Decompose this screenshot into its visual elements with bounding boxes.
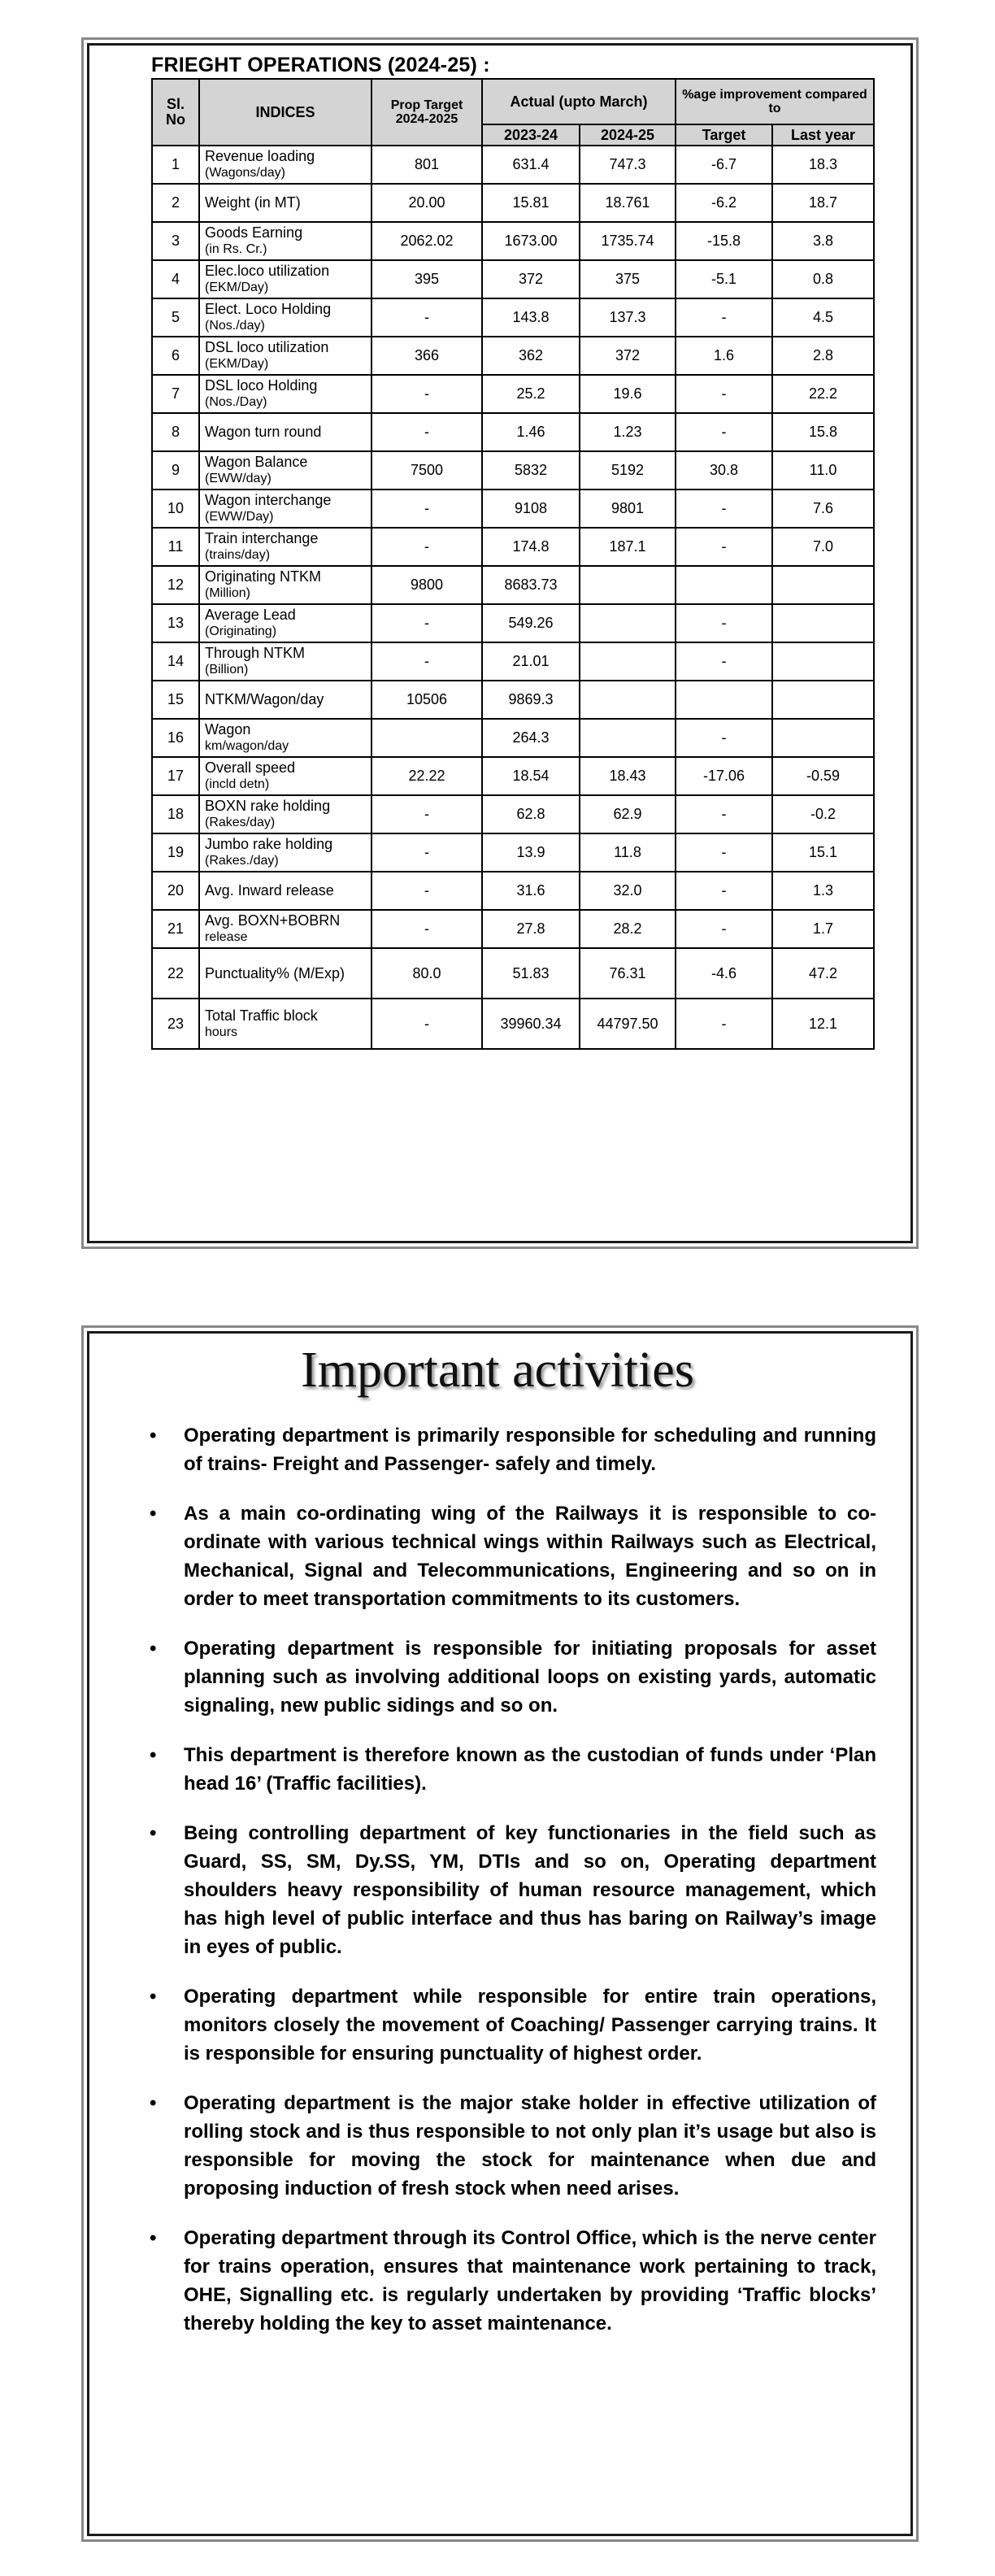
activities-list bbox=[148, 1421, 876, 2359]
actual-2024-25-cell: 18.43 bbox=[580, 757, 676, 795]
indices-cell bbox=[199, 604, 371, 642]
indices-cell bbox=[199, 566, 371, 604]
activity-text: As a main co-ordinating wing of the Railways it is responsible to co-ordinate with various technical wings within Railways such as Electrical, Mechanical, Signal and Telecommunications, Engineering and so on in order to meet transportation commitments to its customers. bbox=[184, 1503, 876, 1610]
improvement-last-year-cell: 0.8 bbox=[772, 260, 874, 298]
list-item bbox=[148, 2224, 876, 2338]
activity-text: Being controlling department of key functionaries in the field such as Guard, SS, SM, Dy.SS, YM, DTIs and so on, Operating department shoulders heavy responsibility of human resource management, which has high level of public interface and thus has baring on Railway’s image in eyes of public. bbox=[184, 1822, 876, 1958]
sl-no-cell: 7 bbox=[152, 375, 199, 413]
prop-target-cell: - bbox=[371, 413, 482, 451]
indices-name: Jumbo rake holding bbox=[205, 836, 333, 852]
table-row bbox=[152, 375, 874, 413]
indices-unit: hours bbox=[205, 1025, 238, 1039]
improvement-last-year-cell: 4.5 bbox=[772, 298, 874, 337]
indices-cell bbox=[199, 757, 371, 795]
activity-text: Operating department through its Control Office, which is the nerve center for trains operation, ensures that maintenance work pertaining to track, OHE, Signalling etc. is regularly undertaken by providing ‘Traffic blocks’ thereby holding the key to asset maintenance. bbox=[184, 2227, 876, 2334]
list-item bbox=[148, 1634, 876, 1720]
prop-target-cell: 2062.02 bbox=[371, 222, 482, 260]
bullet-icon: • bbox=[150, 1425, 157, 1447]
sl-no-cell: 6 bbox=[152, 337, 199, 375]
indices-name: Wagon bbox=[205, 721, 251, 738]
header-prop-target: Prop Target 2024-2025 bbox=[371, 79, 482, 146]
actual-2023-24-cell: 174.8 bbox=[482, 528, 580, 566]
indices-cell bbox=[199, 719, 371, 757]
indices-cell bbox=[199, 490, 371, 528]
indices-cell bbox=[199, 298, 371, 337]
indices-name: Through NTKM bbox=[205, 645, 306, 661]
improvement-target-cell: -6.2 bbox=[676, 184, 772, 222]
table-row bbox=[152, 146, 874, 184]
actual-2024-25-cell: 44797.50 bbox=[580, 999, 676, 1049]
improvement-target-cell: - bbox=[676, 642, 772, 681]
actual-2023-24-cell: 631.4 bbox=[482, 146, 580, 184]
indices-name: Punctuality% (M/Exp) bbox=[205, 964, 345, 981]
actual-2023-24-cell: 15.81 bbox=[482, 184, 580, 222]
actual-2024-25-cell: 76.31 bbox=[580, 948, 676, 999]
improvement-target-cell: 30.8 bbox=[676, 451, 772, 490]
prop-target-cell: 22.22 bbox=[371, 757, 482, 795]
sl-no-cell: 3 bbox=[152, 222, 199, 260]
prop-target-cell: - bbox=[371, 833, 482, 872]
actual-2023-24-cell: 9108 bbox=[482, 490, 580, 528]
indices-name: BOXN rake holding bbox=[205, 798, 331, 814]
prop-target-cell: - bbox=[371, 795, 482, 833]
indices-unit: (Nos./Day) bbox=[205, 395, 267, 409]
actual-2023-24-cell: 62.8 bbox=[482, 795, 580, 833]
bullet-icon: • bbox=[150, 1822, 157, 1844]
improvement-target-cell: -4.6 bbox=[676, 948, 772, 999]
indices-name: DSL loco Holding bbox=[205, 377, 318, 394]
actual-2023-24-cell: 51.83 bbox=[482, 948, 580, 999]
improvement-target-cell: - bbox=[676, 298, 772, 337]
improvement-last-year-cell: 18.7 bbox=[772, 184, 874, 222]
indices-name: Revenue loading bbox=[205, 148, 315, 164]
table-row bbox=[152, 528, 874, 566]
improvement-last-year-cell: 11.0 bbox=[772, 451, 874, 490]
indices-cell bbox=[199, 375, 371, 413]
indices-name: Avg. BOXN+BOBRN bbox=[205, 912, 341, 929]
indices-cell bbox=[199, 872, 371, 910]
sl-no-cell: 19 bbox=[152, 833, 199, 872]
actual-2024-25-cell bbox=[580, 566, 676, 604]
improvement-target-cell: - bbox=[676, 375, 772, 413]
sl-no-cell: 22 bbox=[152, 948, 199, 999]
actual-2024-25-cell: 137.3 bbox=[580, 298, 676, 337]
indices-name: Elect. Loco Holding bbox=[205, 301, 332, 317]
sl-no-cell: 18 bbox=[152, 795, 199, 833]
actual-2024-25-cell: 372 bbox=[580, 337, 676, 375]
header-indices: INDICES bbox=[199, 79, 371, 146]
actual-2024-25-cell: 28.2 bbox=[580, 910, 676, 948]
table-row bbox=[152, 910, 874, 948]
indices-name: Wagon Balance bbox=[205, 454, 308, 470]
improvement-target-cell: - bbox=[676, 999, 772, 1049]
improvement-target-cell: - bbox=[676, 490, 772, 528]
indices-name: Train interchange bbox=[205, 530, 319, 546]
actual-2024-25-cell: 62.9 bbox=[580, 795, 676, 833]
header-target: Target bbox=[676, 124, 772, 146]
prop-target-cell: 366 bbox=[371, 337, 482, 375]
actual-2023-24-cell: 8683.73 bbox=[482, 566, 580, 604]
list-item bbox=[148, 1741, 876, 1798]
activity-text: Operating department is the major stake holder in effective utilization of rolling stock and is thus responsible to not only plan it’s usage but also is responsible for moving the stock for maintenance when due and proposing induction of fresh stock when need arises. bbox=[184, 2092, 876, 2200]
header-actual: Actual (upto March) bbox=[482, 79, 676, 124]
bullet-icon: • bbox=[150, 2227, 157, 2249]
header-2024-25: 2024-25 bbox=[580, 124, 676, 146]
indices-cell bbox=[199, 833, 371, 872]
improvement-target-cell bbox=[676, 566, 772, 604]
prop-target-cell: - bbox=[371, 910, 482, 948]
indices-unit: (Rakes./day) bbox=[205, 854, 279, 868]
sl-no-cell: 23 bbox=[152, 999, 199, 1049]
indices-cell bbox=[199, 184, 371, 222]
header-2023-24: 2023-24 bbox=[482, 124, 580, 146]
actual-2024-25-cell bbox=[580, 719, 676, 757]
header-last-year: Last year bbox=[772, 124, 874, 146]
indices-unit: (trains/day) bbox=[205, 548, 271, 562]
indices-name: NTKM/Wagon/day bbox=[205, 691, 324, 707]
actual-2024-25-cell: 747.3 bbox=[580, 146, 676, 184]
freight-table-body bbox=[152, 146, 874, 1049]
indices-cell bbox=[199, 681, 371, 719]
improvement-target-cell: - bbox=[676, 719, 772, 757]
header-sl-no: Sl. No bbox=[152, 79, 199, 146]
sl-no-cell: 11 bbox=[152, 528, 199, 566]
bullet-icon: • bbox=[150, 1638, 157, 1660]
indices-name: Wagon interchange bbox=[205, 492, 332, 508]
sl-no-cell: 13 bbox=[152, 604, 199, 642]
actual-2024-25-cell bbox=[580, 604, 676, 642]
indices-name: Elec.loco utilization bbox=[205, 263, 330, 279]
sl-no-cell: 12 bbox=[152, 566, 199, 604]
table-row bbox=[152, 833, 874, 872]
prop-target-cell: 80.0 bbox=[371, 948, 482, 999]
improvement-target-cell: 1.6 bbox=[676, 337, 772, 375]
actual-2024-25-cell: 18.761 bbox=[580, 184, 676, 222]
indices-name: DSL loco utilization bbox=[205, 339, 329, 355]
table-row bbox=[152, 184, 874, 222]
sl-no-cell: 15 bbox=[152, 681, 199, 719]
improvement-target-cell: -17.06 bbox=[676, 757, 772, 795]
indices-unit: (EWW/day) bbox=[205, 472, 272, 485]
indices-unit: release bbox=[205, 930, 248, 944]
actual-2023-24-cell: 18.54 bbox=[482, 757, 580, 795]
list-item bbox=[148, 1499, 876, 1613]
improvement-target-cell: - bbox=[676, 910, 772, 948]
indices-unit: (Nos./day) bbox=[205, 319, 265, 333]
improvement-target-cell: -6.7 bbox=[676, 146, 772, 184]
improvement-last-year-cell: 15.1 bbox=[772, 833, 874, 872]
improvement-target-cell bbox=[676, 681, 772, 719]
table-row bbox=[152, 757, 874, 795]
improvement-last-year-cell: 2.8 bbox=[772, 337, 874, 375]
indices-name: Average Lead bbox=[205, 607, 296, 623]
improvement-last-year-cell: 22.2 bbox=[772, 375, 874, 413]
improvement-last-year-cell: 7.6 bbox=[772, 490, 874, 528]
bullet-icon: • bbox=[150, 1986, 157, 2008]
improvement-last-year-cell: -0.59 bbox=[772, 757, 874, 795]
actual-2023-24-cell: 5832 bbox=[482, 451, 580, 490]
indices-cell bbox=[199, 528, 371, 566]
improvement-last-year-cell: 15.8 bbox=[772, 413, 874, 451]
improvement-last-year-cell: 1.7 bbox=[772, 910, 874, 948]
actual-2024-25-cell: 5192 bbox=[580, 451, 676, 490]
improvement-target-cell: - bbox=[676, 795, 772, 833]
improvement-last-year-cell: 18.3 bbox=[772, 146, 874, 184]
table-row bbox=[152, 222, 874, 260]
actual-2023-24-cell: 1673.00 bbox=[482, 222, 580, 260]
sl-no-cell: 14 bbox=[152, 642, 199, 681]
sl-no-cell: 20 bbox=[152, 872, 199, 910]
table-row bbox=[152, 681, 874, 719]
actual-2023-24-cell: 21.01 bbox=[482, 642, 580, 681]
prop-target-cell: - bbox=[371, 528, 482, 566]
improvement-target-cell: - bbox=[676, 833, 772, 872]
improvement-target-cell: - bbox=[676, 604, 772, 642]
indices-name: Weight (in MT) bbox=[205, 194, 301, 211]
improvement-target-cell: - bbox=[676, 872, 772, 910]
table-row bbox=[152, 298, 874, 337]
table-row bbox=[152, 260, 874, 298]
prop-target-cell: - bbox=[371, 872, 482, 910]
header-improvement: %age improvement compared to bbox=[676, 79, 874, 124]
indices-unit: (EWW/Day) bbox=[205, 510, 274, 524]
actual-2024-25-cell: 11.8 bbox=[580, 833, 676, 872]
actual-2023-24-cell: 27.8 bbox=[482, 910, 580, 948]
table-row bbox=[152, 999, 874, 1049]
indices-cell bbox=[199, 337, 371, 375]
actual-2023-24-cell: 362 bbox=[482, 337, 580, 375]
table-row bbox=[152, 872, 874, 910]
freight-table bbox=[151, 78, 875, 1050]
prop-target-cell: 10506 bbox=[371, 681, 482, 719]
activities-title: Important activities bbox=[301, 1342, 694, 1398]
table-row bbox=[152, 566, 874, 604]
list-item bbox=[148, 1982, 876, 2068]
improvement-last-year-cell bbox=[772, 642, 874, 681]
indices-unit: (EKM/Day) bbox=[205, 357, 269, 371]
activity-text: This department is therefore known as the custodian of funds under ‘Plan head 16’ (Traffic facilities). bbox=[184, 1744, 876, 1795]
actual-2024-25-cell: 19.6 bbox=[580, 375, 676, 413]
actual-2023-24-cell: 9869.3 bbox=[482, 681, 580, 719]
indices-cell bbox=[199, 795, 371, 833]
prop-target-cell: 395 bbox=[371, 260, 482, 298]
prop-target-cell: 20.00 bbox=[371, 184, 482, 222]
improvement-last-year-cell: 12.1 bbox=[772, 999, 874, 1049]
sl-no-cell: 17 bbox=[152, 757, 199, 795]
actual-2023-24-cell: 31.6 bbox=[482, 872, 580, 910]
actual-2023-24-cell: 549.26 bbox=[482, 604, 580, 642]
table-row bbox=[152, 413, 874, 451]
actual-2023-24-cell: 372 bbox=[482, 260, 580, 298]
improvement-last-year-cell bbox=[772, 566, 874, 604]
indices-cell bbox=[199, 260, 371, 298]
actual-2023-24-cell: 264.3 bbox=[482, 719, 580, 757]
table-row bbox=[152, 604, 874, 642]
improvement-last-year-cell: 7.0 bbox=[772, 528, 874, 566]
actual-2024-25-cell bbox=[580, 642, 676, 681]
indices-unit: (in Rs. Cr.) bbox=[205, 242, 267, 256]
indices-cell bbox=[199, 413, 371, 451]
improvement-last-year-cell bbox=[772, 604, 874, 642]
activity-text: Operating department is responsible for initiating proposals for asset planning such as involving additional loops on existing yards, automatic signaling, new public sidings and so on. bbox=[184, 1638, 876, 1717]
indices-unit: (Billion) bbox=[205, 663, 249, 677]
improvement-target-cell: -5.1 bbox=[676, 260, 772, 298]
prop-target-cell: - bbox=[371, 642, 482, 681]
prop-target-cell: - bbox=[371, 298, 482, 337]
sl-no-cell: 4 bbox=[152, 260, 199, 298]
sl-no-cell: 16 bbox=[152, 719, 199, 757]
indices-unit: km/wagon/day bbox=[205, 739, 289, 753]
prop-target-cell: - bbox=[371, 604, 482, 642]
improvement-last-year-cell: 47.2 bbox=[772, 948, 874, 999]
prop-target-cell bbox=[371, 719, 482, 757]
table-row bbox=[152, 719, 874, 757]
indices-cell bbox=[199, 146, 371, 184]
indices-name: Wagon turn round bbox=[205, 424, 322, 440]
indices-unit: (Million) bbox=[205, 586, 250, 600]
actual-2024-25-cell: 9801 bbox=[580, 490, 676, 528]
actual-2023-24-cell: 25.2 bbox=[482, 375, 580, 413]
sl-no-cell: 2 bbox=[152, 184, 199, 222]
prop-target-cell: - bbox=[371, 490, 482, 528]
indices-name: Avg. Inward release bbox=[205, 882, 334, 899]
actual-2023-24-cell: 143.8 bbox=[482, 298, 580, 337]
indices-name: Overall speed bbox=[205, 759, 296, 776]
actual-2024-25-cell: 1.23 bbox=[580, 413, 676, 451]
prop-target-cell: - bbox=[371, 999, 482, 1049]
table-row bbox=[152, 948, 874, 999]
sl-no-cell: 5 bbox=[152, 298, 199, 337]
actual-2024-25-cell: 1735.74 bbox=[580, 222, 676, 260]
indices-cell bbox=[199, 222, 371, 260]
table-row bbox=[152, 337, 874, 375]
indices-cell bbox=[199, 948, 371, 999]
table-row bbox=[152, 490, 874, 528]
actual-2023-24-cell: 13.9 bbox=[482, 833, 580, 872]
improvement-target-cell: - bbox=[676, 528, 772, 566]
list-item bbox=[148, 1421, 876, 1478]
indices-name: Goods Earning bbox=[205, 224, 303, 241]
table-row bbox=[152, 642, 874, 681]
sl-no-cell: 9 bbox=[152, 451, 199, 490]
actual-2024-25-cell: 187.1 bbox=[580, 528, 676, 566]
prop-target-cell: 801 bbox=[371, 146, 482, 184]
actual-2023-24-cell: 39960.34 bbox=[482, 999, 580, 1049]
improvement-last-year-cell bbox=[772, 719, 874, 757]
sl-no-cell: 21 bbox=[152, 910, 199, 948]
freight-title: FRIEGHT OPERATIONS (2024-25) : bbox=[151, 54, 490, 76]
actual-2024-25-cell bbox=[580, 681, 676, 719]
improvement-last-year-cell bbox=[772, 681, 874, 719]
actual-2023-24-cell: 1.46 bbox=[482, 413, 580, 451]
table-row bbox=[152, 795, 874, 833]
sl-no-cell: 10 bbox=[152, 490, 199, 528]
indices-cell bbox=[199, 999, 371, 1049]
sl-no-cell: 1 bbox=[152, 146, 199, 184]
table-row bbox=[152, 451, 874, 490]
indices-unit: (incld detn) bbox=[205, 777, 270, 791]
indices-name: Originating NTKM bbox=[205, 568, 322, 585]
sl-no-cell: 8 bbox=[152, 413, 199, 451]
prop-target-cell: 9800 bbox=[371, 566, 482, 604]
indices-unit: (Wagons/day) bbox=[205, 166, 285, 180]
activity-text: Operating department while responsible for entire train operations, monitors closely the movement of Coaching/ Passenger carrying trains. It is responsible for ensuring punctuality of highest order. bbox=[184, 1986, 876, 2065]
indices-cell bbox=[199, 910, 371, 948]
improvement-last-year-cell: -0.2 bbox=[772, 795, 874, 833]
list-item bbox=[148, 1819, 876, 1961]
indices-name: Total Traffic block bbox=[205, 1007, 318, 1024]
bullet-icon: • bbox=[150, 1744, 157, 1766]
improvement-last-year-cell: 1.3 bbox=[772, 872, 874, 910]
actual-2024-25-cell: 375 bbox=[580, 260, 676, 298]
list-item bbox=[148, 2089, 876, 2203]
indices-unit: (EKM/Day) bbox=[205, 281, 269, 294]
activity-text: Operating department is primarily responsible for scheduling and running of trains- Freight and Passenger- safely and timely. bbox=[184, 1425, 876, 1475]
actual-2024-25-cell: 32.0 bbox=[580, 872, 676, 910]
improvement-target-cell: - bbox=[676, 413, 772, 451]
improvement-target-cell: -15.8 bbox=[676, 222, 772, 260]
bullet-icon: • bbox=[150, 1503, 157, 1525]
prop-target-cell: 7500 bbox=[371, 451, 482, 490]
indices-unit: (Originating) bbox=[205, 624, 277, 638]
indices-cell bbox=[199, 451, 371, 490]
indices-unit: (Rakes/day) bbox=[205, 816, 276, 829]
indices-cell bbox=[199, 642, 371, 681]
bullet-icon: • bbox=[150, 2092, 157, 2114]
improvement-last-year-cell: 3.8 bbox=[772, 222, 874, 260]
prop-target-cell: - bbox=[371, 375, 482, 413]
